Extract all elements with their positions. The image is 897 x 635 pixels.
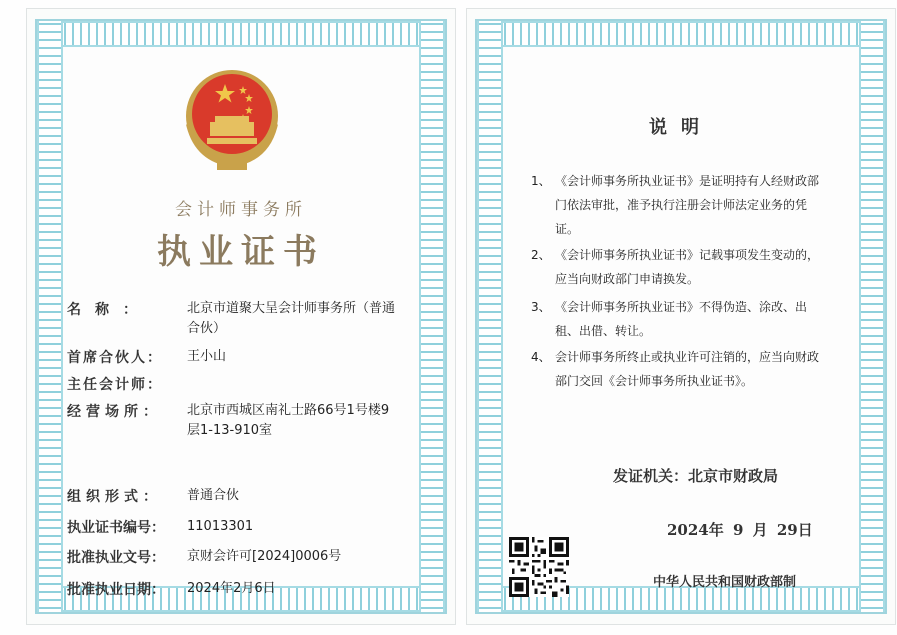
qr-code-icon (509, 537, 569, 597)
instruction-text: 《会计师事务所执业证书》不得伪造、涂改、出租、出借、转让。 (555, 300, 808, 338)
national-emblem-icon (177, 64, 287, 174)
certificate-back-panel (466, 8, 896, 625)
field-label: 主任会计师： (67, 377, 163, 393)
certificate-subtitle: 会计师事务所 (175, 200, 307, 220)
instruction-text: 《会计师事务所执业证书》记载事项发生变动的，应当向财政部门申请换发。 (555, 248, 820, 286)
field-value: 普通合伙 (187, 488, 240, 503)
issued-by-ministry: 中华人民共和国财政部制 (653, 575, 797, 590)
instruction-number: 4、 (531, 350, 551, 364)
field-value: 王小山 (187, 349, 227, 364)
field-label: 批准执业日期： (67, 582, 165, 598)
field-value: 京财会许可[2024]0006号 (187, 549, 342, 564)
instruction-number: 1、 (531, 174, 551, 188)
field-label: 首席合伙人： (67, 350, 163, 366)
field-label: 经营场所： (67, 404, 162, 420)
field-value: 11013301 (187, 519, 254, 534)
certificate-front-panel (26, 8, 456, 625)
instructions-title: 说明 (649, 117, 713, 138)
certificate-title: 执业证书 (157, 232, 325, 272)
field-label: 组织形式： (67, 489, 162, 505)
field-label: 批准执业文号： (67, 550, 165, 566)
field-value: 2024年2月6日 (187, 581, 276, 596)
field-value: 北京市道聚大呈会计师事务所（普通合伙） (187, 301, 396, 336)
field-label: 执业证书编号： (67, 520, 165, 536)
instruction-number: 2、 (531, 248, 551, 262)
instruction-text: 《会计师事务所执业证书》是证明持有人经财政部门依法审批，准予执行注册会计师法定业务的凭证。 (555, 174, 820, 236)
field-label: 名称： (67, 302, 151, 318)
field-value: 北京市西城区南礼士路66号1号楼9层1-13-910室 (187, 403, 390, 438)
issue-date: 2024年 9 月 29日 (667, 521, 813, 539)
instruction-text: 会计师事务所终止或执业许可注销的，应当向财政部门交回《会计师事务所执业证书》。 (555, 350, 820, 388)
issuing-authority: 发证机关：北京市财政局 (613, 467, 779, 485)
instruction-number: 3、 (531, 300, 551, 314)
